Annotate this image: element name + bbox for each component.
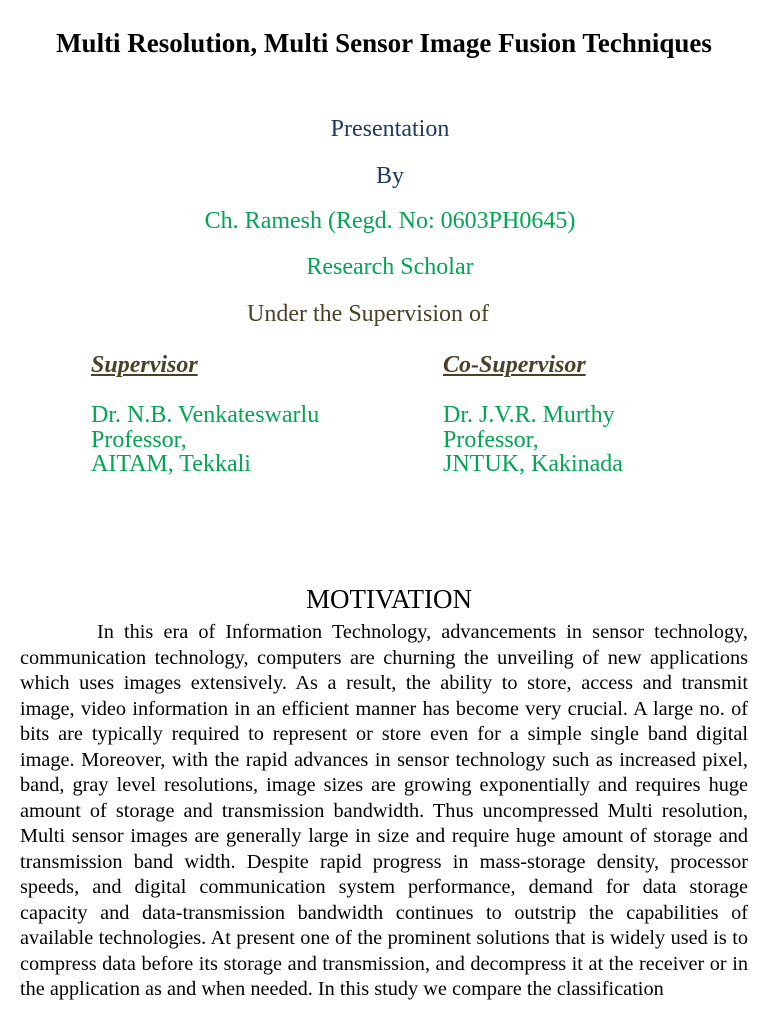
presentation-label: Presentation <box>330 116 450 142</box>
supervision-line: Under the Supervision of <box>247 301 489 327</box>
page-title: Multi Resolution, Multi Sensor Image Fusion Techniques <box>56 28 712 58</box>
co-supervisor-title: Professor, <box>443 426 539 453</box>
supervisor-institution: AITAM, Tekkali <box>91 451 251 477</box>
co-supervisor-name: Dr. J.V.R. Murthy <box>443 402 615 428</box>
supervisor-heading: Supervisor <box>91 352 198 378</box>
co-supervisor-heading: Co-Supervisor <box>443 352 586 378</box>
author-name: Ch. Ramesh (Regd. No: 0603PH0645) <box>204 208 576 234</box>
co-supervisor-block <box>443 350 763 477</box>
section-heading: MOTIVATION <box>306 584 472 614</box>
author-role: Research Scholar <box>306 254 474 280</box>
supervisor-title: Professor, <box>91 426 187 453</box>
co-supervisor-details <box>443 403 763 477</box>
by-label: By <box>375 163 404 189</box>
co-supervisor-institution: JNTUK, Kakinada <box>443 451 623 477</box>
supervisor-name: Dr. N.B. Venkateswarlu <box>91 402 320 428</box>
supervisor-block <box>91 350 411 477</box>
body-paragraph: In this era of Information Technology, advancements in sensor technology, communication technology, computers are churning the unveiling of new applications which uses images extensively. As a result, the ability to store, access and transmit image, video information in an efficient manner has become very crucial. A large no. of bits are typically required to represent or store even for a simple single band digital image. Moreover, with the rapid advances in sensor technology such as increased pixel, band, gray level resolutions, image sizes are growing exponentially and requires huge amount of storage and transmission bandwidth. Thus uncompressed Multi resolution, Multi sensor images are generally large in size and require huge amount of storage and transmission band width. Despite rapid progress in mass-storage density, processor speeds, and digital communication system performance, demand for data storage capacity and data-transmission bandwidth continues to outstrip the capabilities of available technologies. At present one of the prominent solutions that is widely used is to compress data before its storage and transmission, and decompress it at the receiver or in the application as and when needed. In this study we compare the classification <box>20 621 748 1000</box>
supervisor-details <box>91 403 411 477</box>
